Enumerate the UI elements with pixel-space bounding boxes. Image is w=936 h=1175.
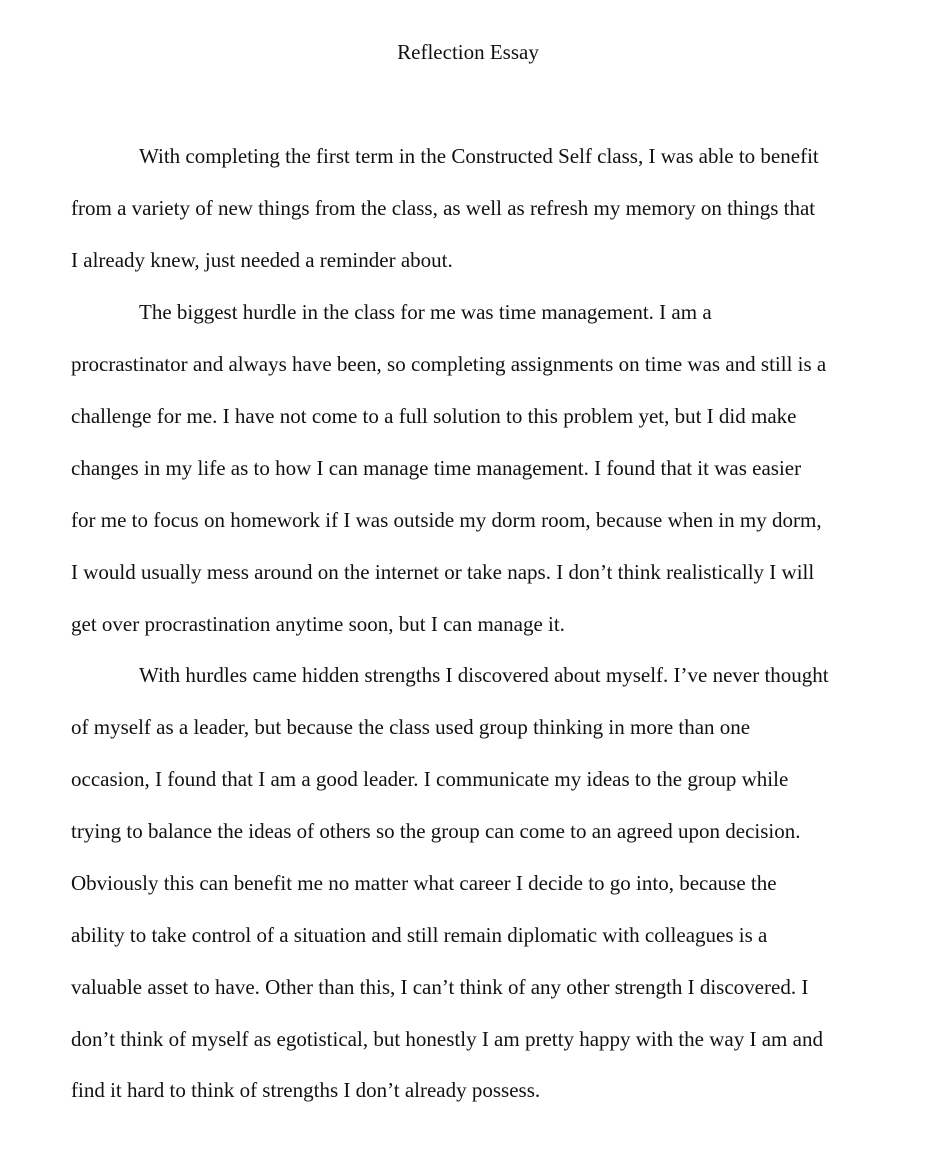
paragraph-line: valuable asset to have. Other than this, I can’t think of any other strength I discovered. I [71, 975, 809, 999]
paragraph-line: procrastinator and always have been, so completing assignments on time was and still is a [71, 352, 827, 376]
paragraph-line: Obviously this can benefit me no matter what career I decide to go into, because the [71, 871, 777, 895]
paragraph-line: With completing the first term in the Constructed Self class, I was able to benefit [139, 144, 819, 168]
paragraph-line: challenge for me. I have not come to a full solution to this problem yet, but I did make [71, 404, 797, 428]
document-title: Reflection Essay [397, 40, 539, 64]
paragraph-line: for me to focus on homework if I was outside my dorm room, because when in my dorm, [71, 508, 822, 532]
paragraph-line: trying to balance the ideas of others so the group can come to an agreed upon decision. [71, 819, 801, 843]
paragraph-line: get over procrastination anytime soon, but I can manage it. [71, 612, 565, 636]
paragraph-line: ability to take control of a situation and still remain diplomatic with colleagues is a [71, 923, 768, 947]
paragraph-line: I already knew, just needed a reminder about. [71, 248, 453, 272]
paragraph-line: The biggest hurdle in the class for me was time management. I am a [139, 300, 712, 324]
paragraph-line: I would usually mess around on the internet or take naps. I don’t think realistically I will [71, 560, 815, 584]
paragraph-line: from a variety of new things from the class, as well as refresh my memory on things that [71, 196, 816, 220]
paragraph-line: changes in my life as to how I can manage time management. I found that it was easier [71, 456, 802, 480]
paragraph-line: of myself as a leader, but because the class used group thinking in more than one [71, 715, 751, 739]
paragraph-line: find it hard to think of strengths I don’t already possess. [71, 1078, 541, 1102]
paragraph-line: With hurdles came hidden strengths I discovered about myself. I’ve never thought [139, 663, 829, 687]
paragraph-line: don’t think of myself as egotistical, but honestly I am pretty happy with the way I am and [71, 1027, 823, 1051]
paragraph-line: occasion, I found that I am a good leader. I communicate my ideas to the group while [71, 767, 789, 791]
